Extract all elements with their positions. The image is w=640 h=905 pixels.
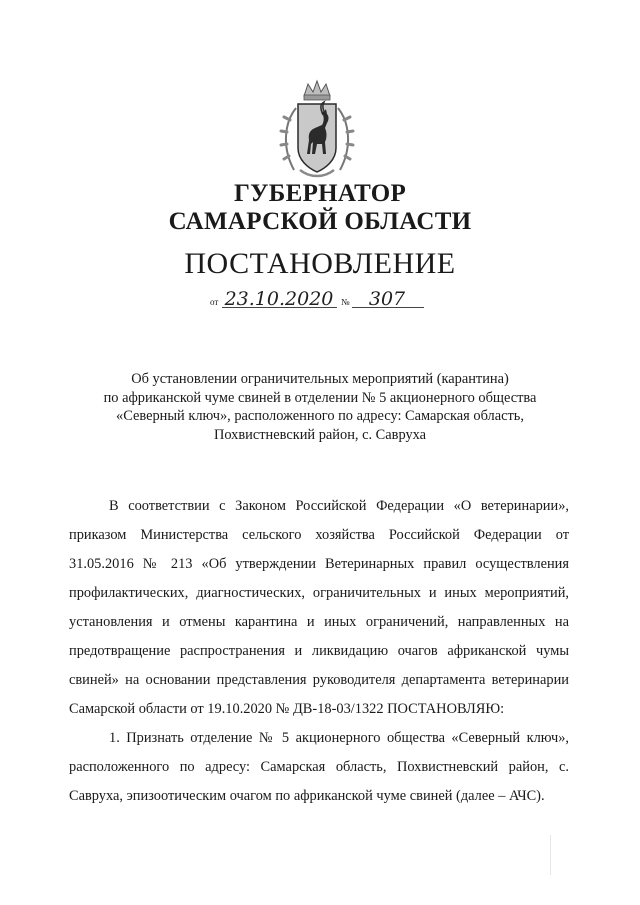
samara-coat-of-arms-icon xyxy=(274,78,360,180)
number-underline xyxy=(352,307,424,308)
subject-line: по африканской чуме свиней в отделении № 5 акционерного общества xyxy=(103,389,537,406)
number-label: № xyxy=(341,297,350,307)
date-number-line xyxy=(210,288,440,310)
handwritten-number: 307 xyxy=(368,288,406,310)
handwritten-date: 23.10.2020 xyxy=(224,288,334,310)
body-paragraph: 1. Признать отделение № 5 акционерного общества «Северный ключ», расположенного по адресу: Самарская область, Похвистневский район, с. Савруха, эпизоотическим очагом по африканской чуме свиней (далее – АЧС). xyxy=(69,730,569,804)
body-paragraph: В соответствии с Законом Российской Федерации «О ветеринарии», приказом Министерства сельского хозяйства Российской Федерации от 31.05.2016 № 213 «Об утверждении Ветеринарных правил осуществления профилактических, диагностических, ограничительных и иных мероприятий, установления и отмены карантина и иных ограничений, направленных на предотвращение распространения и ликвидацию очагов африканской чумы свиней» на основании представления руководителя департамента ветеринарии Самарской области от 19.10.2020 № ДВ-18-03/1322 ПОСТАНОВЛЯЮ: xyxy=(69,498,569,717)
document-subject xyxy=(60,370,580,444)
document-type-title: ПОСТАНОВЛЕНИЕ xyxy=(184,247,456,280)
document-body xyxy=(69,492,569,811)
subject-line: «Северный ключ», расположенного по адресу: Самарская область, xyxy=(116,408,524,424)
subject-line: Похвистневский район, с. Савруха xyxy=(213,426,427,443)
authority-title-line1: ГУБЕРНАТОР xyxy=(233,180,407,207)
authority-title-line2: САМАРСКОЙ ОБЛАСТИ xyxy=(168,208,472,235)
date-prefix-label: от xyxy=(210,297,219,307)
subject-line: Об установлении ограничительных мероприятий (карантина) xyxy=(131,371,509,387)
scan-edge-mark xyxy=(550,835,551,875)
date-underline xyxy=(222,307,337,308)
